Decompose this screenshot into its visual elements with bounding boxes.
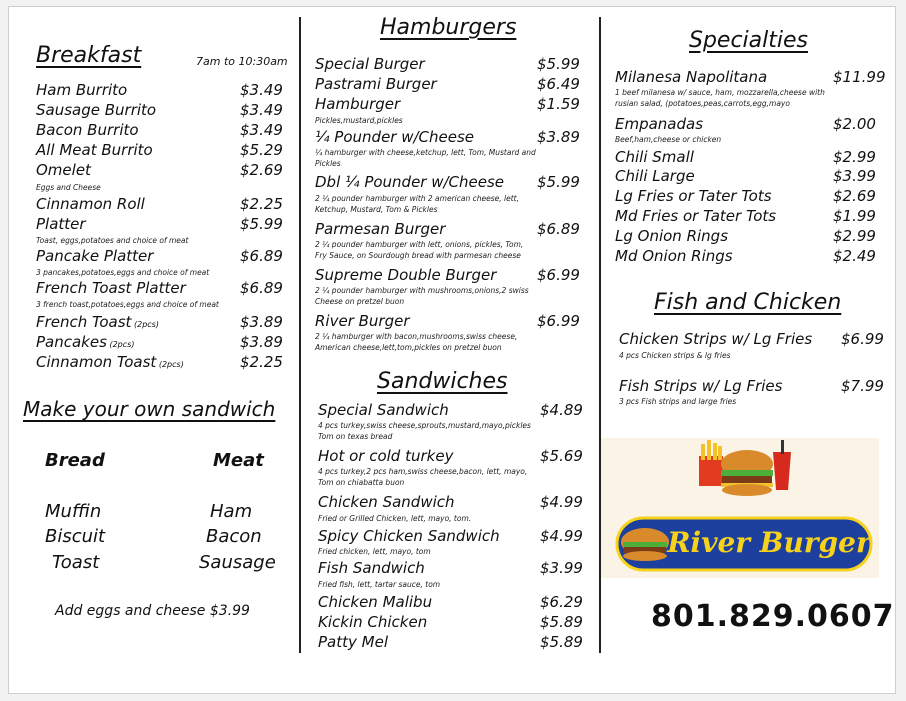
menu-item: [36, 195, 300, 216]
item-name: Hot or cold turkey: [318, 447, 454, 465]
item-name: Pastrami Burger: [315, 75, 437, 93]
menu-item: [318, 633, 600, 654]
item-description: Toast, eggs,potatoes and choice of meat: [36, 236, 189, 245]
item-name: Chili Small: [615, 148, 694, 166]
menu-item: [615, 187, 893, 208]
item-price: $2.69: [240, 161, 283, 179]
item-price: $3.99: [833, 167, 876, 185]
item-description: 2 ¼ hamburger with bacon,mushrooms,swiss cheese, American cheese,lett,tom,pickles on pretzel buon: [315, 332, 518, 352]
menu-item: [615, 207, 893, 228]
item-name: Hamburger: [315, 95, 401, 113]
item-name: Supreme Double Burger: [315, 266, 497, 284]
item-name: All Meat Burrito: [36, 141, 153, 159]
item-description: Fried chicken, lett, mayo, tom: [318, 547, 431, 556]
item-price: $6.89: [240, 279, 283, 297]
item-price: $11.99: [833, 68, 886, 86]
item-name: Chili Large: [615, 167, 695, 185]
bread-option: Toast: [52, 552, 100, 573]
fries-icon: [699, 440, 723, 486]
item-name: Kickin Chicken: [318, 613, 428, 631]
menu-item: [36, 313, 300, 334]
meat-option: Bacon: [206, 526, 262, 547]
item-price: $3.89: [240, 313, 283, 331]
item-description: Pickles,mustard,pickles: [315, 116, 403, 125]
item-name: Patty Mel: [318, 633, 388, 651]
item-description: 3 pancakes,potatoes,eggs and choice of meat: [36, 268, 210, 277]
item-note: (2pcs): [106, 340, 135, 349]
item-price: $2.25: [240, 195, 283, 213]
menu-item: [36, 333, 300, 354]
item-description: ¼ hamburger with cheese,ketchup, lett, Tom, Mustard and Pickles: [315, 148, 536, 168]
item-price: $5.29: [240, 141, 283, 159]
item-name: French Toast Platter: [36, 279, 186, 297]
logo-text: River Burger: [667, 526, 871, 559]
menu-item: [615, 115, 893, 136]
item-name: Omelet: [36, 161, 91, 179]
menu-item: [615, 148, 893, 169]
menu-item: [315, 75, 597, 96]
menu-item: [619, 377, 901, 398]
item-description: 3 pcs Fish strips and large fries: [619, 397, 737, 406]
item-name: Special Sandwich: [318, 401, 449, 419]
bread-header: Bread: [45, 450, 105, 471]
item-price: $3.49: [240, 81, 283, 99]
menu-item: [318, 613, 600, 634]
specialties-title: Specialties: [689, 28, 809, 53]
item-price: $6.99: [841, 330, 884, 348]
item-price: $1.99: [833, 207, 876, 225]
item-price: $5.89: [540, 633, 583, 651]
item-description: Fried fish, lett, tartar sauce, tom: [318, 580, 441, 589]
meat-header: Meat: [213, 450, 264, 471]
item-name: Platter: [36, 215, 86, 233]
hamburgers-title: Hamburgers: [380, 15, 517, 40]
item-description: 2 ¼ pounder hamburger with mushrooms,onions,2 swiss Cheese on pretzel buon: [315, 286, 529, 306]
item-name: Special Burger: [315, 55, 425, 73]
menu-item: [36, 101, 300, 122]
item-description: 2 ¼ pounder hamburger with lett, onions, pickles, Tom, Fry Sauce, on Sourdough bread with parmesan cheese: [315, 240, 524, 260]
sandwich-addon: Add eggs and cheese $3.99: [55, 603, 250, 619]
item-price: $2.00: [833, 115, 876, 133]
menu-item: [619, 330, 901, 351]
item-name: Cinnamon Toast (2pcs): [36, 353, 184, 371]
menu-item: [315, 266, 597, 287]
item-name: Bacon Burrito: [36, 121, 139, 139]
item-description: 2 ¼ pounder hamburger with 2 american cheese, lett, Ketchup, Mustard, Tom & Pickles: [315, 194, 519, 214]
menu-item: [615, 167, 893, 188]
item-description: 4 pcs turkey,2 pcs ham,swiss cheese,bacon, lett, mayo, Tom on chiabatta buon: [318, 467, 528, 487]
menu-item: [318, 559, 600, 580]
menu-item: [318, 401, 600, 422]
item-name: Md Fries or Tater Tots: [615, 207, 777, 225]
item-description: 1 beef milanesa w/ sauce, ham, mozzarella,cheese with rusian salad, (potatoes,peas,carrots,egg,mayo: [615, 88, 825, 108]
item-price: $2.49: [833, 247, 876, 265]
menu-item: [36, 353, 300, 374]
item-price: $5.99: [537, 173, 580, 191]
item-price: $4.99: [540, 493, 583, 511]
item-price: $2.99: [833, 148, 876, 166]
item-name: Milanesa Napolitana: [615, 68, 768, 86]
item-price: $1.59: [537, 95, 580, 113]
item-name: River Burger: [315, 312, 410, 330]
item-price: $2.69: [833, 187, 876, 205]
meat-option: Ham: [210, 501, 253, 522]
item-price: $6.99: [537, 266, 580, 284]
menu-item: [315, 55, 597, 76]
item-price: $6.99: [537, 312, 580, 330]
menu-item: [318, 527, 600, 548]
menu-item: [36, 121, 300, 142]
item-price: $2.25: [240, 353, 283, 371]
item-price: $5.89: [540, 613, 583, 631]
menu-item: [315, 95, 597, 116]
item-name: ¼ Pounder w/Cheese: [315, 128, 475, 146]
item-name: Chicken Strips w/ Lg Fries: [619, 330, 813, 348]
item-description: 3 french toast,potatoes,eggs and choice of meat: [36, 300, 219, 309]
item-price: $3.89: [240, 333, 283, 351]
bread-option: Biscuit: [45, 526, 106, 547]
menu-item: [36, 247, 300, 268]
item-description: 4 pcs turkey,swiss cheese,sprouts,mustard,mayo,pickles Tom on texas bread: [318, 421, 531, 441]
item-price: $3.99: [540, 559, 583, 577]
item-note: (2pcs): [156, 360, 184, 369]
breakfast-title: Breakfast: [36, 43, 142, 68]
item-description: Eggs and Cheese: [36, 183, 101, 192]
menu-item: [36, 279, 300, 300]
menu-item: [318, 593, 600, 614]
sandwiches-title: Sandwiches: [377, 369, 508, 394]
item-name: Pancake Platter: [36, 247, 154, 265]
menu-item: [36, 141, 300, 162]
item-price: $3.49: [240, 101, 283, 119]
item-price: $6.89: [537, 220, 580, 238]
burger-icon: [721, 450, 773, 496]
phone-number[interactable]: 801.829.0607: [651, 599, 895, 634]
menu-item: [36, 81, 300, 102]
menu-item: [315, 173, 597, 194]
item-description: Beef,ham,cheese or chicken: [615, 135, 722, 144]
menu-item: [615, 227, 893, 248]
item-name: Sausage Burrito: [36, 101, 157, 119]
make-sandwich-title: Make your own sandwich: [23, 397, 276, 421]
item-price: $5.69: [540, 447, 583, 465]
item-name: Ham Burrito: [36, 81, 128, 99]
item-price: $3.49: [240, 121, 283, 139]
item-price: $6.89: [240, 247, 283, 265]
item-name: Pancakes (2pcs): [36, 333, 135, 351]
item-name: French Toast (2pcs): [36, 313, 159, 331]
item-name: Cinnamon Roll: [36, 195, 145, 213]
item-price: $4.89: [540, 401, 583, 419]
river-burger-logo: [601, 438, 879, 578]
item-name: Parmesan Burger: [315, 220, 446, 238]
item-price: $5.99: [537, 55, 580, 73]
item-price: $2.99: [833, 227, 876, 245]
item-note: (2pcs): [131, 320, 159, 329]
item-name: Fish Sandwich: [318, 559, 425, 577]
item-name: Spicy Chicken Sandwich: [318, 527, 500, 545]
menu-item: [315, 220, 597, 241]
item-name: Dbl ¼ Pounder w/Cheese: [315, 173, 505, 191]
item-price: $5.99: [240, 215, 283, 233]
item-name: Md Onion Rings: [615, 247, 733, 265]
item-name: Empanadas: [615, 115, 704, 133]
menu-item: [318, 493, 600, 514]
item-description: Fried or Grilled Chicken, lett, mayo, tom.: [318, 514, 472, 523]
item-price: $7.99: [841, 377, 884, 395]
item-name: Lg Onion Rings: [615, 227, 729, 245]
item-description: 4 pcs Chicken strips & lg fries: [619, 351, 731, 360]
item-name: Fish Strips w/ Lg Fries: [619, 377, 783, 395]
item-price: $4.99: [540, 527, 583, 545]
item-price: $6.49: [537, 75, 580, 93]
item-price: $3.89: [537, 128, 580, 146]
menu-item: [315, 128, 597, 149]
menu-item: [36, 215, 300, 236]
menu-page: [8, 6, 896, 694]
menu-item: [615, 68, 893, 89]
menu-item: [318, 447, 600, 468]
item-name: Chicken Sandwich: [318, 493, 455, 511]
bread-option: Muffin: [45, 501, 102, 522]
item-price: $6.29: [540, 593, 583, 611]
item-name: Chicken Malibu: [318, 593, 433, 611]
menu-item: [36, 161, 300, 182]
item-name: Lg Fries or Tater Tots: [615, 187, 772, 205]
meat-option: Sausage: [199, 552, 276, 573]
menu-item: [615, 247, 893, 268]
breakfast-hours: 7am to 10:30am: [196, 55, 288, 68]
menu-item: [315, 312, 597, 333]
fish-chicken-title: Fish and Chicken: [654, 290, 842, 315]
